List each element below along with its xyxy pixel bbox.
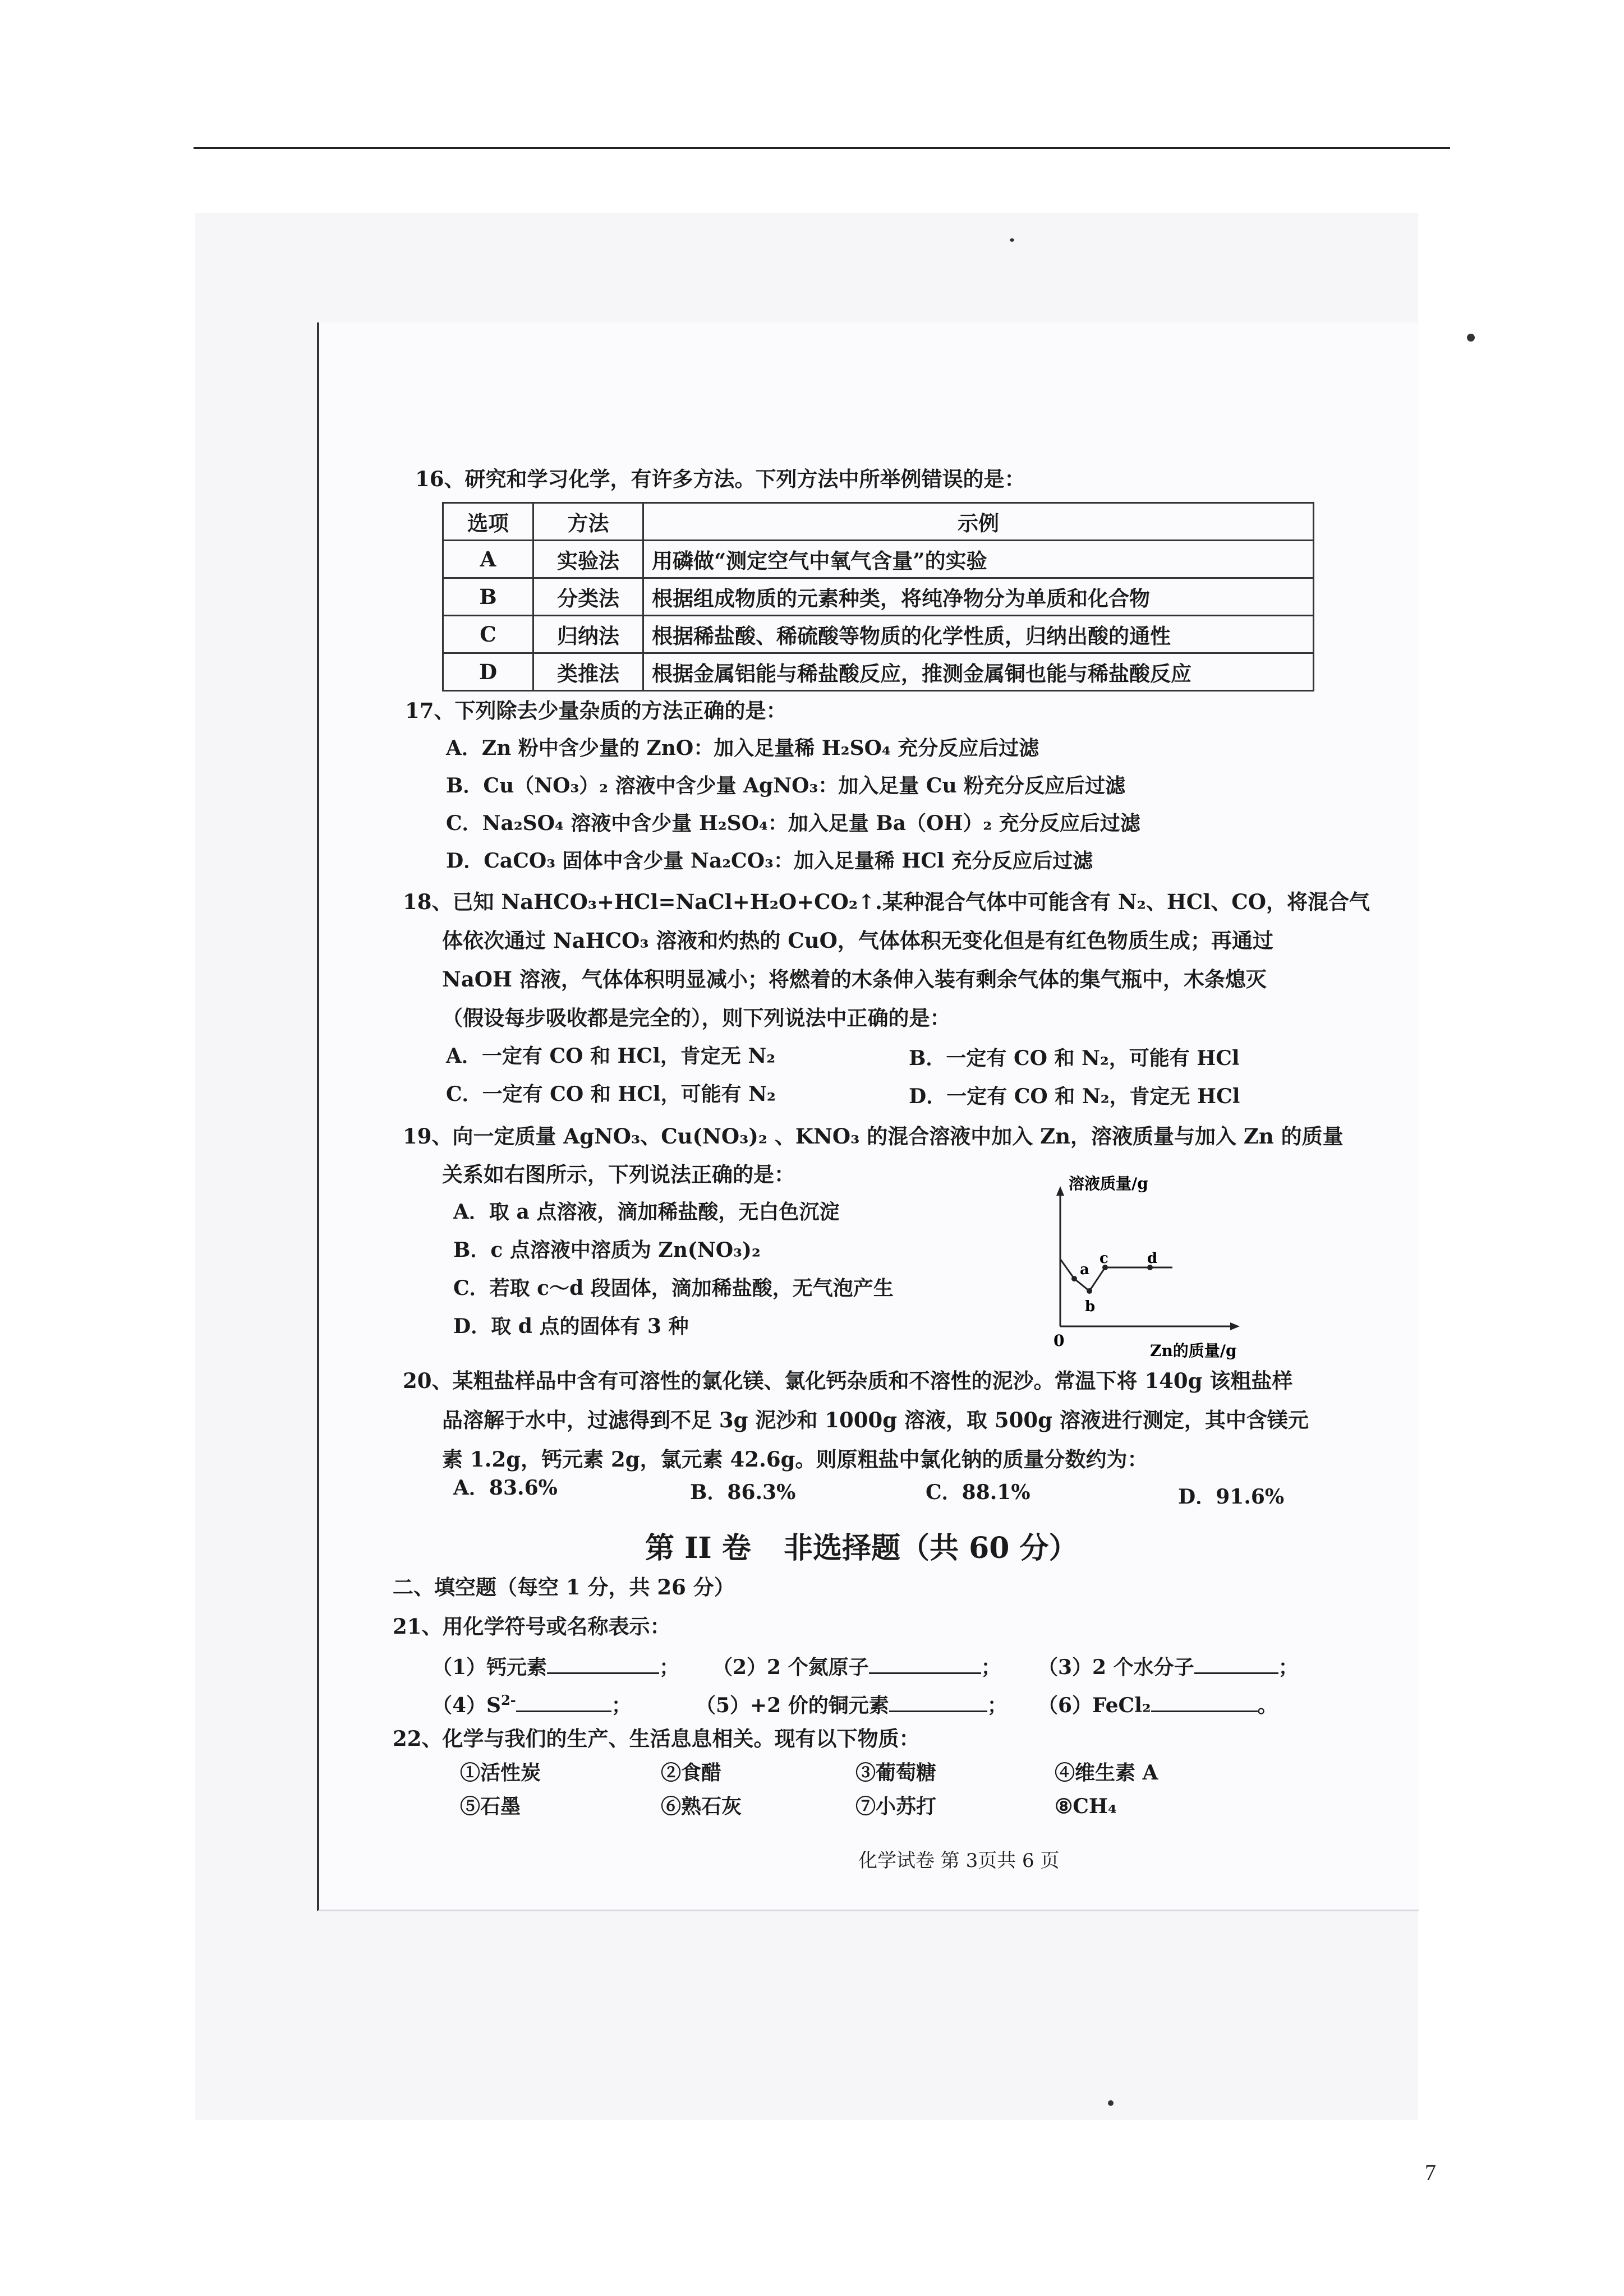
q21-separator: 。 <box>1257 1694 1278 1717</box>
table-cell: 归纳法 <box>533 616 643 653</box>
option-d: D．CaCO₃ 固体中含少量 Na₂CO₃：加入足量稀 HCl 充分反应后过滤 <box>446 849 1093 873</box>
table-row <box>443 541 1314 578</box>
point-c-label: c <box>1099 1250 1108 1267</box>
table-cell: 实验法 <box>533 541 643 578</box>
page-footer: 化学试卷 第 3页共 6 页 <box>858 1850 1060 1872</box>
option-b: B．一定有 CO 和 N₂，可能有 HCl <box>909 1046 1240 1070</box>
q21-item-label: （3）2 个水分子 <box>1038 1656 1194 1679</box>
point-a-label: a <box>1080 1261 1089 1278</box>
option-d: D．91.6% <box>1178 1485 1285 1509</box>
fill-in-heading: 二、填空题（每空 1 分，共 26 分） <box>393 1575 735 1599</box>
top-rule <box>194 147 1450 149</box>
table-cell: 根据组成物质的元素种类，将纯净物分为单质和化合物 <box>643 578 1314 616</box>
option-b: B．86.3% <box>690 1481 796 1504</box>
q21-separator: ； <box>659 1656 680 1679</box>
option-a: A．取 a 点溶液，滴加稀盐酸，无白色沉淀 <box>453 1200 840 1224</box>
answer-blank[interactable] <box>869 1653 981 1674</box>
section-title-part: 非选择题（共 60 分） <box>783 1531 1078 1565</box>
question-17-stem: 17、下列除去少量杂质的方法正确的是： <box>405 698 787 723</box>
question-16-stem: 16、研究和学习化学，有许多方法。下列方法中所举例错误的是： <box>415 467 1025 491</box>
option-c: C．88.1% <box>926 1481 1030 1504</box>
option-c: C．Na₂SO₄ 溶液中含少量 H₂SO₄：加入足量 Ba（OH）₂ 充分反应后过滤 <box>446 812 1140 835</box>
answer-blank[interactable] <box>1151 1691 1258 1712</box>
substance-item: ④维生素 A <box>1055 1761 1158 1785</box>
table-cell: A <box>443 541 533 578</box>
question-18-line: 18、已知 NaHCO₃+HCl=NaCl+H₂O+CO₂↑.某种混合气体中可能含有 N₂、HCl、CO，将混合气 <box>403 889 1370 914</box>
question-22-stem: 22、化学与我们的生产、生活息息相关。现有以下物质： <box>393 1726 920 1751</box>
answer-blank[interactable] <box>547 1653 659 1674</box>
question-19-line: 19、向一定质量 AgNO₃、Cu(NO₃)₂ 、KNO₃ 的混合溶液中加入 Zn，溶液质量与加入 Zn 的质量 <box>403 1124 1344 1149</box>
question-21-stem: 21、用化学符号或名称表示： <box>393 1614 671 1639</box>
q21-row-2c <box>1038 1691 1278 1718</box>
question-20-line: 20、某粗盐样品中含有可溶性的氯化镁、氯化钙杂质和不溶性的泥沙。常温下将 140g 该粗盐样 <box>403 1368 1293 1393</box>
q21-item-label: （1）钙元素 <box>432 1656 548 1679</box>
q21-separator: ； <box>981 1656 1001 1679</box>
page-number: 7 <box>1425 2160 1436 2185</box>
option-c: C．若取 c～d 段固体，滴加稀盐酸，无气泡产生 <box>453 1276 894 1300</box>
option-d: D．一定有 CO 和 N₂，肯定无 HCl <box>909 1085 1240 1108</box>
q21-separator: ； <box>611 1694 632 1717</box>
table-header-cell: 选项 <box>443 503 533 541</box>
table-row <box>443 578 1314 616</box>
table-header-cell: 示例 <box>643 503 1314 541</box>
table-row <box>443 616 1314 653</box>
q21-separator: ； <box>1278 1656 1299 1679</box>
substance-item: ①活性炭 <box>460 1761 541 1785</box>
option-a: A．83.6% <box>453 1476 558 1500</box>
table-cell: 分类法 <box>533 578 643 616</box>
q21-row-1b <box>712 1653 1001 1680</box>
point-a <box>1071 1276 1077 1281</box>
q21-item-label: （5）+2 价的铜元素 <box>696 1694 889 1717</box>
table-row <box>443 653 1314 691</box>
option-c: C．一定有 CO 和 HCl，可能有 N₂ <box>446 1082 776 1106</box>
y-axis-arrow <box>1056 1186 1064 1196</box>
option-b: B．c 点溶液中溶质为 Zn(NO₃)₂ <box>453 1238 761 1262</box>
solution-mass-chart <box>1027 1167 1285 1368</box>
table-header-cell: 方法 <box>533 503 643 541</box>
speck <box>1010 238 1014 242</box>
substance-item: ⑥熟石灰 <box>661 1795 742 1818</box>
question-20-line: 素 1.2g，钙元素 2g，氯元素 42.6g。则原粗盐中氯化钠的质量分数约为： <box>442 1447 1148 1472</box>
table-cell: 类推法 <box>533 653 643 691</box>
question-18-line: （假设每步吸收都是完全的），则下列说法中正确的是： <box>442 1006 951 1030</box>
q21-row-1 <box>432 1653 679 1680</box>
option-a: A．Zn 粉中含少量的 ZnO：加入足量稀 H₂SO₄ 充分反应后过滤 <box>446 736 1039 760</box>
x-axis-arrow <box>1230 1322 1240 1330</box>
q21-row-2b <box>696 1691 1007 1718</box>
option-d: D．取 d 点的固体有 3 种 <box>453 1315 689 1338</box>
answer-blank[interactable] <box>1194 1653 1278 1674</box>
question-18-line: 体依次通过 NaHCO₃ 溶液和灼热的 CuO，气体体积无变化但是有红色物质生成；再通过 <box>442 928 1273 953</box>
q21-item-label: （2）2 个氮原子 <box>712 1656 869 1679</box>
section-title-part: 第 II 卷 <box>645 1531 751 1565</box>
q21-item-label: （4）S <box>432 1694 502 1717</box>
x-axis-label: Zn的质量/g <box>1150 1341 1237 1360</box>
substance-item: ②食醋 <box>661 1761 722 1785</box>
question-20-line: 品溶解于水中，过滤得到不足 3g 泥沙和 1000g 溶液，取 500g 溶液进行测定，其中含镁元 <box>442 1408 1309 1432</box>
q21-separator: ； <box>987 1694 1007 1717</box>
y-axis-label: 溶液质量/g <box>1069 1174 1148 1193</box>
methods-table <box>442 502 1314 691</box>
point-b <box>1087 1288 1092 1294</box>
table-cell: 根据稀盐酸、稀硫酸等物质的化学性质，归纳出酸的通性 <box>643 616 1314 653</box>
q21-row-2 <box>432 1691 632 1718</box>
point-b-label: b <box>1085 1298 1096 1315</box>
q21-superscript: 2- <box>501 1692 516 1708</box>
point-d-label: d <box>1147 1250 1158 1267</box>
speck <box>1467 334 1475 342</box>
substance-item: ⑦小苏打 <box>855 1795 937 1818</box>
option-a: A．一定有 CO 和 HCl，肯定无 N₂ <box>446 1044 776 1068</box>
answer-blank[interactable] <box>516 1691 611 1712</box>
q21-row-1c <box>1038 1653 1299 1680</box>
section-title <box>645 1524 1101 1566</box>
substance-item: ③葡萄糖 <box>855 1761 937 1785</box>
answer-blank[interactable] <box>889 1691 987 1712</box>
table-cell: D <box>443 653 533 691</box>
table-cell: 根据金属铝能与稀盐酸反应，推测金属铜也能与稀盐酸反应 <box>643 653 1314 691</box>
table-cell: C <box>443 616 533 653</box>
speck <box>1108 2100 1114 2106</box>
question-18-line: NaOH 溶液，气体体积明显减小；将燃着的木条伸入装有剩余气体的集气瓶中，木条熄灭 <box>442 967 1267 992</box>
table-header-row <box>443 503 1314 541</box>
origin-label: 0 <box>1053 1331 1065 1350</box>
q21-item-label: （6）FeCl₂ <box>1038 1694 1151 1717</box>
table-cell: B <box>443 578 533 616</box>
table-cell: 用磷做“测定空气中氧气含量”的实验 <box>643 541 1314 578</box>
substance-item: ⑧CH₄ <box>1055 1795 1117 1818</box>
question-19-line: 关系如右图所示，下列说法正确的是： <box>442 1162 795 1187</box>
option-b: B．Cu（NO₃）₂ 溶液中含少量 AgNO₃：加入足量 Cu 粉充分反应后过滤 <box>446 774 1126 797</box>
substance-item: ⑤石墨 <box>460 1795 521 1818</box>
